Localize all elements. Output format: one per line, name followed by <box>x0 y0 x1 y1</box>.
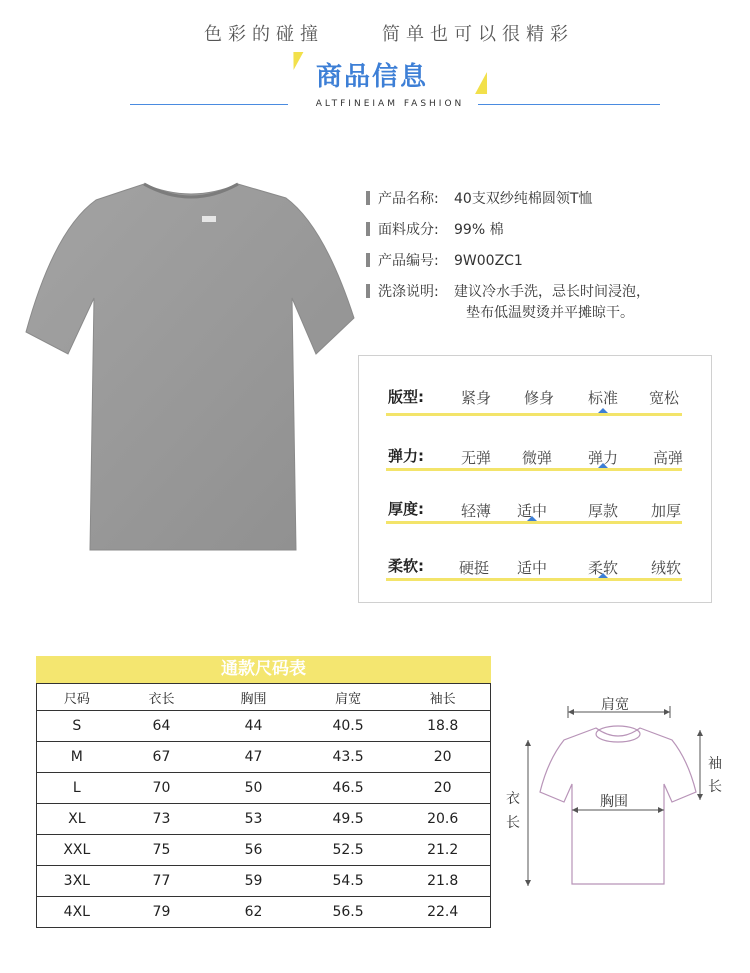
sleeve-label-2: 长 <box>708 779 722 795</box>
chest-label: 胸围 <box>600 794 628 810</box>
info-washing: 洗涤说明: 建议冷水手洗，忌长时间浸泡， <box>366 281 650 301</box>
attr-scale-line <box>386 578 682 581</box>
cell: 64 <box>117 711 207 742</box>
cell: 20 <box>395 742 490 773</box>
cell: 21.2 <box>395 835 490 866</box>
cell: 54.5 <box>301 866 396 897</box>
cell: 52.5 <box>301 835 396 866</box>
cell: 47 <box>206 742 301 773</box>
info-washing-line2: 垫布低温熨烫并平摊晾干。 <box>466 305 634 321</box>
slogan-left: 色彩的碰撞 <box>204 24 324 45</box>
info-fabric: 面料成分: 99% 棉 <box>366 219 504 239</box>
table-row <box>37 897 491 928</box>
cell: 40.5 <box>301 711 396 742</box>
attr-option: 高弹 <box>652 449 683 467</box>
col-header: 尺码 <box>37 684 117 711</box>
cell: 22.4 <box>395 897 490 928</box>
table-row <box>37 773 491 804</box>
attr-option-selected: 适中 <box>516 502 547 520</box>
attr-option: 绒软 <box>650 559 681 577</box>
size-table-title: 通款尺码表 <box>36 656 491 683</box>
cell: XXL <box>37 835 117 866</box>
table-row <box>37 866 491 897</box>
cell: L <box>37 773 117 804</box>
cell: 56 <box>206 835 301 866</box>
cell: 59 <box>206 866 301 897</box>
cell: M <box>37 742 117 773</box>
info-name: 产品名称: 40支双纱纯棉圆领T恤 <box>366 188 592 208</box>
attr-option: 适中 <box>516 559 547 577</box>
attr-softness-label: 柔软: <box>388 557 424 575</box>
table-row <box>37 835 491 866</box>
cell: XL <box>37 804 117 835</box>
cell: 77 <box>117 866 207 897</box>
length-label-1: 衣 <box>506 791 520 807</box>
product-image <box>24 178 358 558</box>
attr-option: 厚款 <box>587 502 618 520</box>
sleeve-label-1: 袖 <box>708 756 722 772</box>
col-header: 肩宽 <box>301 684 396 711</box>
arrow-icon <box>697 794 703 800</box>
cell: 73 <box>117 804 207 835</box>
slogan <box>0 20 750 44</box>
cell: 67 <box>117 742 207 773</box>
attr-option-selected: 柔软 <box>587 559 618 577</box>
page-title: 商品信息 <box>316 62 429 92</box>
cell: 21.8 <box>395 866 490 897</box>
info-bullet <box>366 284 370 298</box>
attr-option: 修身 <box>523 389 554 407</box>
attr-scale-line <box>386 521 682 524</box>
table-header-row <box>37 684 491 711</box>
cell: 18.8 <box>395 711 490 742</box>
cell: 3XL <box>37 866 117 897</box>
col-header: 衣长 <box>117 684 207 711</box>
attr-option: 微弹 <box>521 449 552 467</box>
arrow-icon <box>664 709 670 715</box>
size-table <box>36 683 491 928</box>
length-label-2: 长 <box>506 815 520 831</box>
cell: 75 <box>117 835 207 866</box>
cell: 62 <box>206 897 301 928</box>
info-bullet <box>366 222 370 236</box>
attr-option: 无弹 <box>460 449 491 467</box>
shoulder-label: 肩宽 <box>601 697 629 713</box>
attr-option-selected: 标准 <box>587 389 618 407</box>
brand-subtitle: ALTFINEIAM FASHION <box>315 99 465 109</box>
cell: 53 <box>206 804 301 835</box>
header-divider-left <box>130 104 288 105</box>
table-row <box>37 711 491 742</box>
attr-option: 紧身 <box>460 389 491 407</box>
arrow-icon <box>525 880 531 886</box>
attr-thickness-label: 厚度: <box>388 500 424 518</box>
cell: 56.5 <box>301 897 396 928</box>
arrow-icon <box>525 740 531 746</box>
cell: 70 <box>117 773 207 804</box>
table-row <box>37 804 491 835</box>
cell: 46.5 <box>301 773 396 804</box>
attr-scale-line <box>386 413 682 416</box>
cell: 79 <box>117 897 207 928</box>
cell: 44 <box>206 711 301 742</box>
attr-option-selected: 弹力 <box>587 449 618 467</box>
attr-scale-line <box>386 468 682 471</box>
attr-option: 轻薄 <box>460 502 491 520</box>
header-divider-right <box>478 104 660 105</box>
col-header: 胸围 <box>206 684 301 711</box>
slogan-right: 简单也可以很精彩 <box>382 24 574 45</box>
attr-elasticity-label: 弹力: <box>388 447 424 465</box>
cell: 20.6 <box>395 804 490 835</box>
title-decoration-right <box>475 72 493 94</box>
arrow-icon <box>568 709 574 715</box>
cell: 20 <box>395 773 490 804</box>
cell: 49.5 <box>301 804 396 835</box>
info-bullet <box>366 191 370 205</box>
cell: S <box>37 711 117 742</box>
info-code: 产品编号: 9W00ZC1 <box>366 250 523 270</box>
attr-option: 宽松 <box>648 389 679 407</box>
attr-fit-label: 版型: <box>388 388 424 406</box>
arrow-icon <box>697 730 703 736</box>
cell: 43.5 <box>301 742 396 773</box>
title-decoration-left <box>289 52 304 70</box>
info-bullet <box>366 253 370 267</box>
cell: 50 <box>206 773 301 804</box>
attr-option: 硬挺 <box>458 559 489 577</box>
cell: 4XL <box>37 897 117 928</box>
attr-option: 加厚 <box>650 502 681 520</box>
table-row <box>37 742 491 773</box>
col-header: 袖长 <box>395 684 490 711</box>
